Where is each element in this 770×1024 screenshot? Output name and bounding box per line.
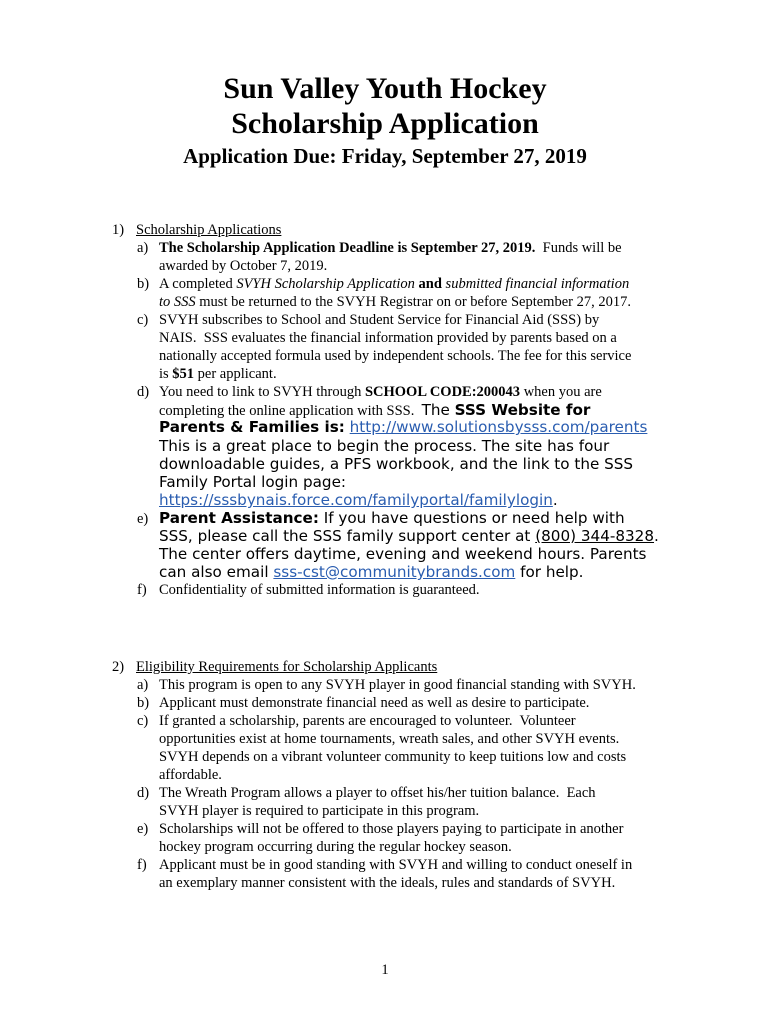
item-1e-line-1 bbox=[159, 509, 625, 527]
item-1e-line-3: The center offers daytime, evening and weekend hours. Parents bbox=[159, 545, 647, 563]
item-1e-line-4 bbox=[159, 563, 584, 581]
text-run: You need to link to SVYH through bbox=[159, 384, 365, 400]
text-run: SSS, please call the SSS family support center at bbox=[159, 527, 536, 545]
item-1c-line-2: NAIS. SSS evaluates the financial information provided by parents based on a bbox=[159, 330, 617, 346]
item-1e-label: e) bbox=[137, 511, 149, 527]
item-1f-line-1: Confidentiality of submitted information is guaranteed. bbox=[159, 582, 480, 598]
text-run: A completed bbox=[159, 276, 237, 292]
item-2a-line-1: This program is open to any SVYH player in good financial standing with SVYH. bbox=[159, 677, 636, 693]
text-run: to SSS bbox=[159, 294, 196, 310]
item-2f-line-2: an exemplary manner consistent with the ideals, rules and standards of SVYH. bbox=[159, 875, 616, 891]
item-1d-line-4: This is a great place to begin the process. The site has four bbox=[159, 437, 610, 455]
text-run: completing the online application with SSS. bbox=[159, 403, 422, 419]
text-run: must be returned to the SVYH Registrar on or before September 27, 2017. bbox=[195, 294, 631, 310]
section-2-number: 2) bbox=[112, 659, 125, 675]
item-1e-line-2 bbox=[159, 527, 659, 545]
text-run: submitted financial information bbox=[445, 276, 630, 292]
due-date-line: Application Due: Friday, September 27, 2019 bbox=[183, 144, 587, 168]
text-run: SSS Website for bbox=[454, 401, 591, 419]
support-phone-link[interactable]: (800) 344-8328 bbox=[535, 527, 655, 545]
text-run: per applicant. bbox=[194, 366, 277, 382]
item-1c-line-1: SVYH subscribes to School and Student Service for Financial Aid (SSS) by bbox=[159, 312, 600, 328]
item-1d-line-1 bbox=[159, 384, 602, 401]
text-run: SVYH Scholarship Application bbox=[236, 276, 415, 292]
item-1d-line-5: downloadable guides, a PFS workbook, and the link to the SSS bbox=[159, 455, 634, 473]
item-1a-line-1 bbox=[159, 240, 622, 257]
text-run: and bbox=[414, 276, 446, 292]
item-1c-line-4 bbox=[159, 366, 277, 383]
school-code: SCHOOL CODE:200043 bbox=[364, 384, 521, 400]
item-1c-label: c) bbox=[137, 312, 149, 328]
item-1d-label: d) bbox=[137, 384, 150, 400]
family-portal-link[interactable]: https://sssbynais.force.com/familyportal/familylogin bbox=[159, 491, 553, 509]
item-1a-label: a) bbox=[137, 240, 149, 256]
fee-amount: $51 bbox=[172, 366, 195, 382]
item-2e-label: e) bbox=[137, 821, 149, 837]
item-2c-line-1: If granted a scholarship, parents are encouraged to volunteer. Volunteer bbox=[159, 713, 576, 729]
section-1-number: 1) bbox=[112, 222, 125, 238]
item-2d-label: d) bbox=[137, 785, 150, 801]
text-run: for help. bbox=[515, 563, 584, 581]
item-1b-line-2 bbox=[159, 294, 631, 311]
item-1d-line-7 bbox=[159, 491, 558, 509]
text-run: . bbox=[552, 491, 558, 509]
text-run: can also email bbox=[159, 563, 274, 581]
section-2-heading: Eligibility Requirements for Scholarship Applicants bbox=[136, 659, 438, 675]
text-run: . bbox=[654, 527, 659, 545]
item-2f-line-1: Applicant must be in good standing with SVYH and willing to conduct oneself in bbox=[159, 857, 633, 873]
text-run: The bbox=[421, 401, 455, 419]
item-2a-label: a) bbox=[137, 677, 149, 693]
item-2c-line-2: opportunities exist at home tournaments, wreath sales, and other SVYH events. bbox=[159, 731, 620, 747]
item-1c-line-3: nationally accepted formula used by independent schools. The fee for this service bbox=[159, 348, 632, 364]
item-1d-line-6: Family Portal login page: bbox=[159, 473, 347, 491]
item-2c-line-3: SVYH depends on a vibrant volunteer community to keep tuitions low and costs bbox=[159, 749, 627, 765]
deadline-statement: The Scholarship Application Deadline is September 27, 2019. bbox=[159, 240, 536, 256]
support-email-link[interactable]: sss-cst@communitybrands.com bbox=[273, 563, 516, 581]
text-run: Funds will be bbox=[535, 240, 622, 256]
item-1b-line-1 bbox=[159, 276, 629, 293]
item-1a-line-2: awarded by October 7, 2019. bbox=[159, 258, 328, 274]
page-number: 1 bbox=[381, 962, 389, 978]
item-2e-line-2: hockey program occurring during the regular hockey season. bbox=[159, 839, 512, 855]
item-2b-line-1: Applicant must demonstrate financial need as well as desire to participate. bbox=[159, 695, 590, 711]
title-line-1: Sun Valley Youth Hockey bbox=[223, 72, 547, 105]
text-run: when you are bbox=[520, 384, 602, 400]
text-run: If you have questions or need help with bbox=[318, 509, 625, 527]
text-run: Parent Assistance: bbox=[159, 509, 319, 527]
item-2e-line-1: Scholarships will not be offered to those players paying to participate in another bbox=[159, 821, 624, 837]
item-1f-label: f) bbox=[137, 582, 147, 598]
section-1-heading: Scholarship Applications bbox=[136, 222, 282, 238]
item-1b-label: b) bbox=[137, 276, 150, 292]
text-run: is bbox=[159, 366, 173, 382]
sss-parents-link[interactable]: http://www.solutionsbysss.com/parents bbox=[349, 418, 648, 436]
title-line-2: Scholarship Application bbox=[231, 107, 539, 140]
item-2b-label: b) bbox=[137, 695, 150, 711]
item-2c-line-4: affordable. bbox=[159, 767, 222, 783]
item-2f-label: f) bbox=[137, 857, 147, 873]
item-2d-line-2: SVYH player is required to participate in this program. bbox=[159, 803, 480, 819]
item-1d-line-3 bbox=[159, 418, 647, 436]
text-run: Parents & Families is: bbox=[159, 418, 345, 436]
item-2c-label: c) bbox=[137, 713, 149, 729]
item-2d-line-1: The Wreath Program allows a player to offset his/her tuition balance. Each bbox=[159, 785, 596, 801]
